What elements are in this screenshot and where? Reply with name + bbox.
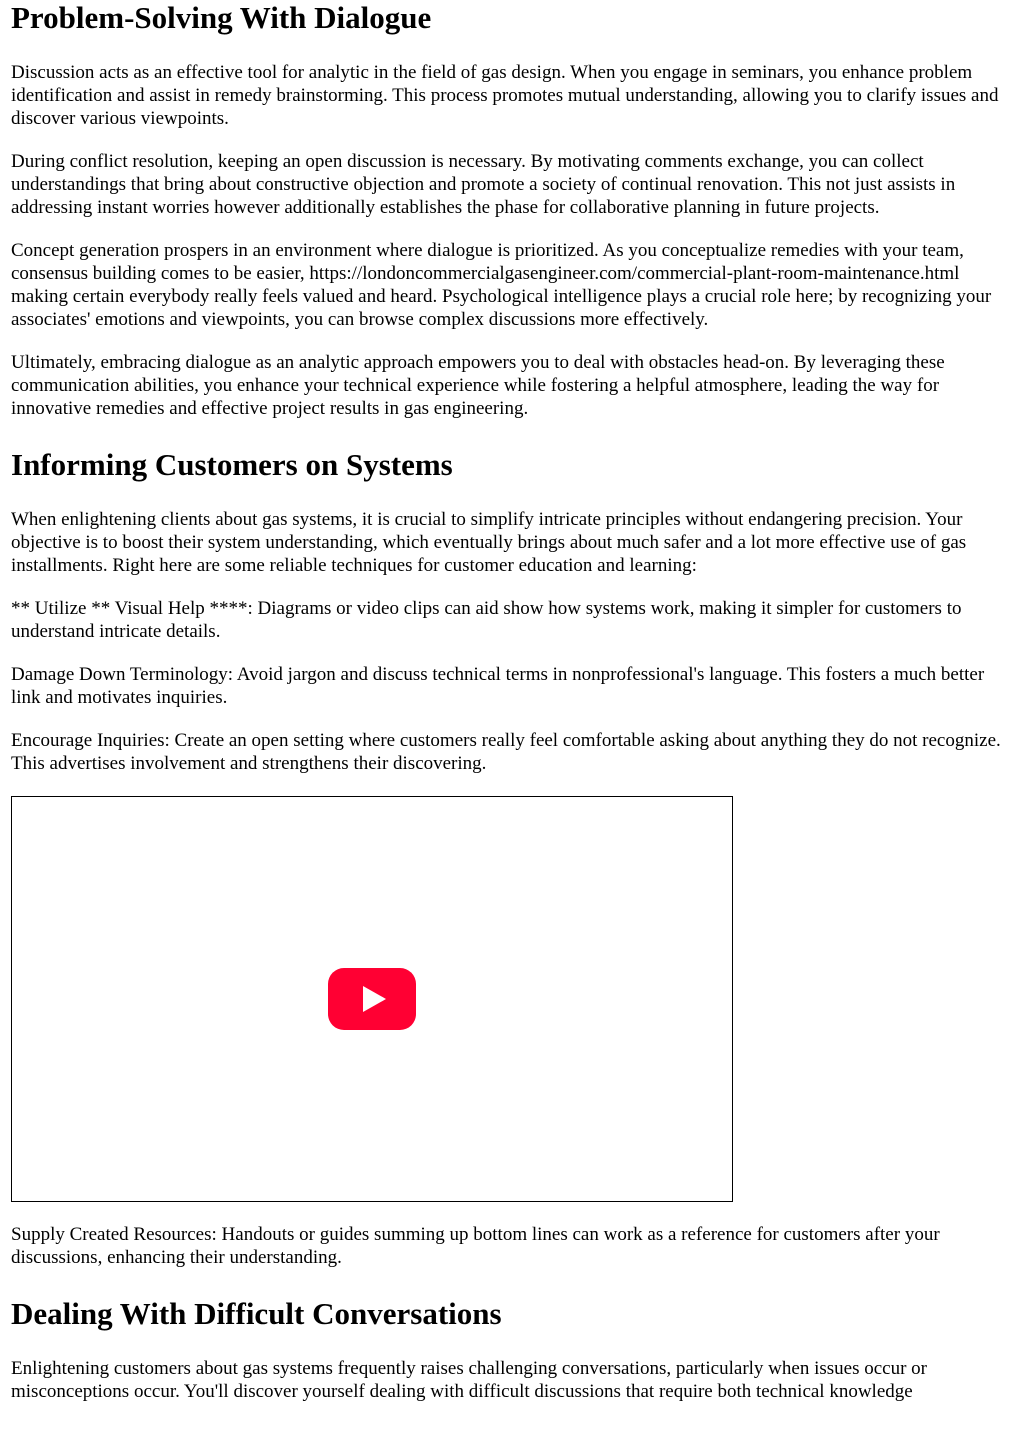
embedded-video[interactable]: [11, 796, 733, 1202]
paragraph: ** Utilize ** Visual Help ****: Diagrams or video clips can aid show how systems work, making it simpler for customers to understand intricate details.: [11, 598, 962, 642]
paragraph: Encourage Inquiries: Create an open setting where customers really feel comfortable asking about anything they do not recognize. This advertises involvement and strengthens their discovering.: [11, 730, 1001, 774]
section-heading-problem-solving: Problem-Solving With Dialogue: [11, 0, 432, 35]
paragraph: Ultimately, embracing dialogue as an analytic approach empowers you to deal with obstacles head-on. By leveraging these communication abilities, you enhance your technical experience while fostering a helpful atmosphere, leading the way for innovative remedies and effective project results in gas engineering.: [11, 352, 945, 419]
paragraph: Discussion acts as an effective tool for analytic in the field of gas design. When you engage in seminars, you enhance problem identification and assist in remedy brainstorming. This process promotes mutual understanding, allowing you to clarify issues and discover various viewpoints.: [11, 62, 999, 129]
section-heading-informing-customers: Informing Customers on Systems: [11, 447, 453, 482]
paragraph: Enlightening customers about gas systems frequently raises challenging conversations, particularly when issues occur or misconceptions occur. You'll discover yourself dealing with difficult discussions that require both technical knowledge: [11, 1358, 927, 1402]
paragraph: Supply Created Resources: Handouts or guides summing up bottom lines can work as a reference for customers after your discussions, enhancing their understanding.: [11, 1224, 940, 1268]
section-heading-difficult-conversations: Dealing With Difficult Conversations: [11, 1296, 502, 1331]
paragraph: During conflict resolution, keeping an open discussion is necessary. By motivating comments exchange, you can collect understandings that bring about constructive objection and promote a society of continual renovation. This not just assists in addressing instant worries however additionally establishes the phase for collaborative planning in future projects.: [11, 151, 956, 218]
play-icon[interactable]: [328, 968, 416, 1030]
paragraph: Concept generation prospers in an environment where dialogue is prioritized. As you conceptualize remedies with your team, consensus building comes to be easier, https://londoncommercialgasengineer.com/commercial-plant-room-maintenance.html making certain everybody really feels valued and heard. Psychological intelligence plays a crucial role here; by recognizing your associates' emotions and viewpoints, you can browse complex discussions more effectively.: [11, 240, 992, 330]
paragraph: When enlightening clients about gas systems, it is crucial to simplify intricate principles without endangering precision. Your objective is to boost their system understanding, which eventually brings about much safer and a lot more effective use of gas installments. Right here are some reliable techniques for customer education and learning:: [11, 509, 967, 576]
paragraph: Damage Down Terminology: Avoid jargon and discuss technical terms in nonprofessional's language. This fosters a much better link and motivates inquiries.: [11, 664, 985, 708]
